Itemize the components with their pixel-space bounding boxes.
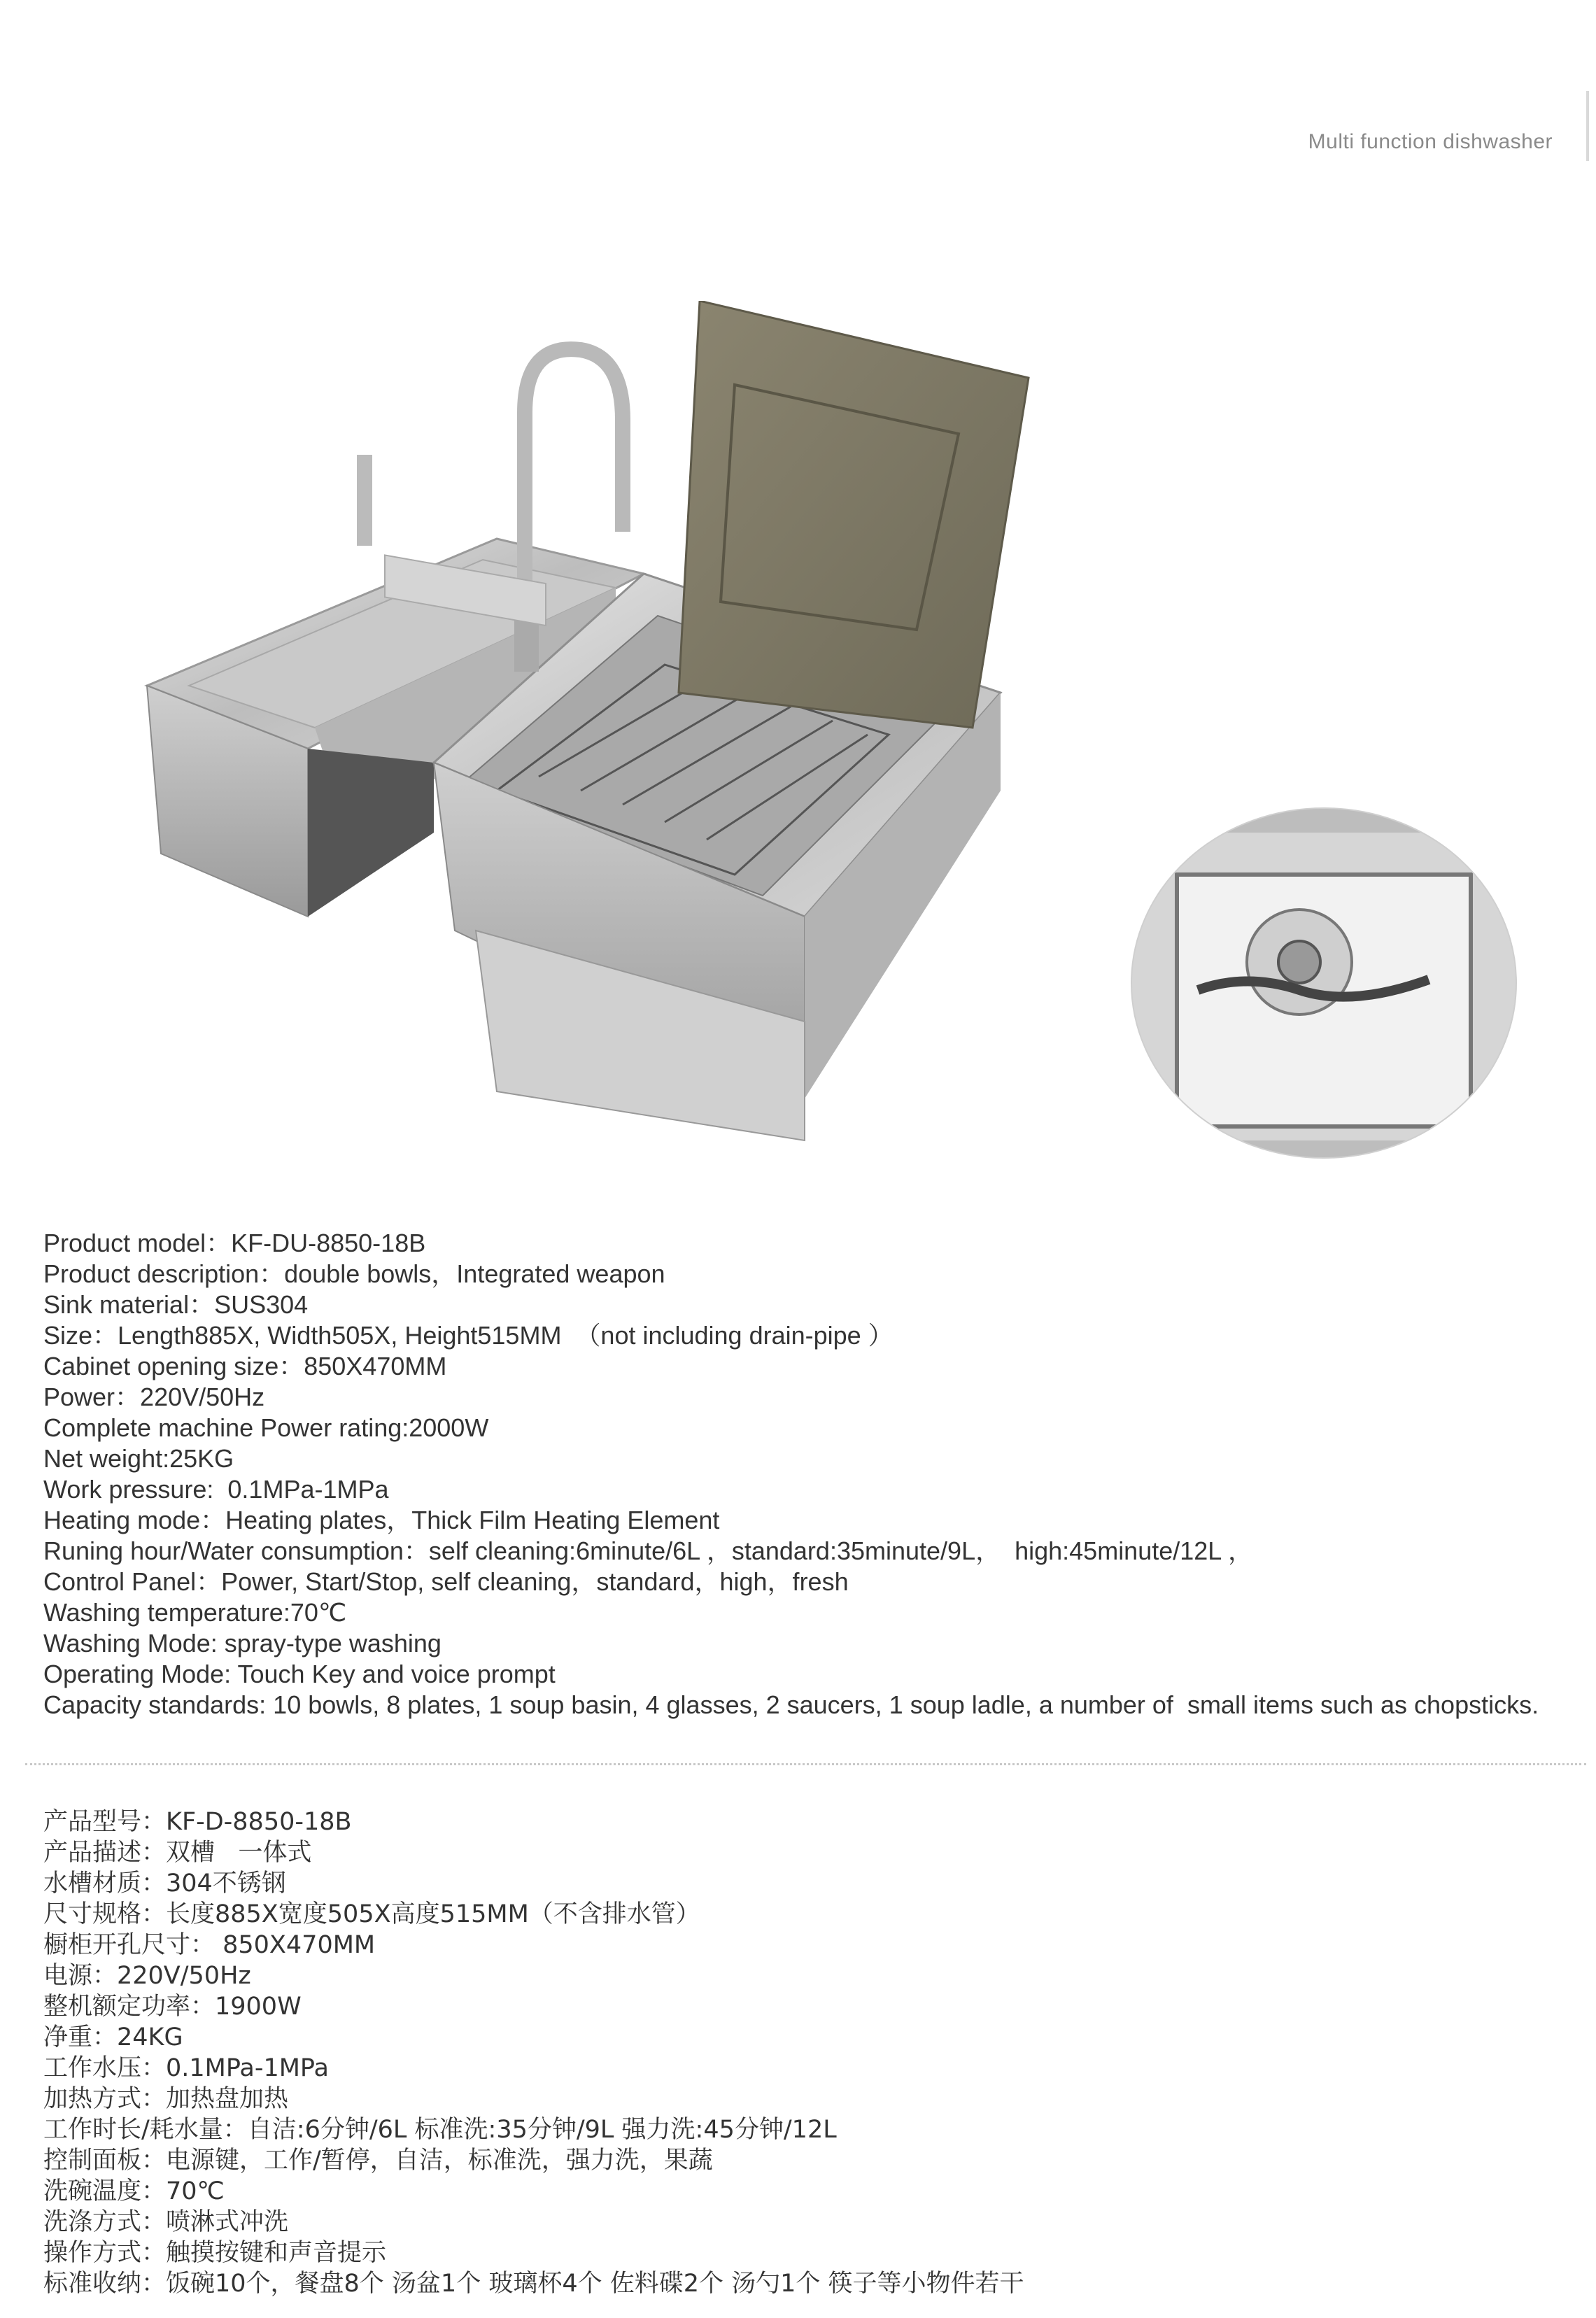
- spec-line: Work pressure: 0.1MPa-1MPa: [43, 1475, 389, 1504]
- spec-list-english: [43, 1228, 1569, 1720]
- spec-line: Operating Mode: Touch Key and voice prompt: [43, 1660, 556, 1688]
- spec-line: Capacity standards: 10 bowls, 8 plates, 1 soup basin, 4 glasses, 2 saucers, 1 soup ladle, a number of small items such as chopsticks.: [43, 1690, 1539, 1719]
- spec-line: Power：220V/50Hz: [43, 1383, 265, 1411]
- spec-line: Size：Length885X, Width505X, Height515MM （not including drain-pipe ）: [43, 1321, 894, 1350]
- spec-line: 尺寸规格：长度885X宽度505X高度515MM（不含排水管）: [43, 1900, 700, 1928]
- page-edge-line: [1586, 91, 1589, 161]
- spec-line: 标准收纳：饭碗10个，餐盘8个 汤盆1个 玻璃杯4个 佐料碟2个 汤勺1个 筷子等小物件若干: [43, 2270, 1024, 2298]
- spec-line: 操作方式：触摸按键和声音提示: [43, 2239, 387, 2267]
- spec-line: 控制面板：电源键，工作/暂停，自洁，标准洗，强力洗，果蔬: [43, 2147, 713, 2175]
- spec-line: Product description：double bowls，Integrated weapon: [43, 1259, 665, 1288]
- spec-line: Washing Mode: spray-type washing: [43, 1629, 442, 1658]
- spec-line: 加热方式：加热盘加热: [43, 2085, 289, 2113]
- spec-line: Heating mode：Heating plates，Thick Film Heating Element: [43, 1506, 720, 1534]
- spec-line: Net weight:25KG: [43, 1444, 234, 1473]
- spec-line: 水槽材质：304不锈钢: [43, 1870, 286, 1897]
- spec-line: Complete machine Power rating:2000W: [43, 1413, 489, 1442]
- spec-list-chinese: [43, 1807, 1569, 2299]
- spec-line: 产品型号：KF-D-8850-18B: [43, 1808, 352, 1836]
- spec-line: Control Panel：Power, Start/Stop, self cleaning，standard，high，fresh: [43, 1567, 849, 1596]
- spec-line: 净重：24KG: [43, 2023, 183, 2051]
- spec-line: 工作时长/耗水量：自洁:6分钟/6L 标准洗:35分钟/9L 强力洗:45分钟/12L: [43, 2116, 837, 2144]
- spec-line: 电源：220V/50Hz: [43, 1962, 251, 1990]
- spec-line: 产品描述：双槽 一体式: [43, 1839, 312, 1867]
- spec-line: Sink material：SUS304: [43, 1290, 309, 1319]
- spec-line: Cabinet opening size：850X470MM: [43, 1352, 447, 1380]
- spec-line: 洗涤方式：喷淋式冲洗: [43, 2208, 289, 2236]
- section-divider: [25, 1763, 1586, 1765]
- product-image: [133, 301, 1043, 1168]
- spec-line: 橱柜开孔尺寸： 850X470MM: [43, 1931, 376, 1959]
- spec-line: Product model：KF-DU-8850-18B: [43, 1229, 426, 1257]
- spec-line: 工作水压：0.1MPa-1MPa: [43, 2054, 329, 2082]
- spec-line: Runing hour/Water consumption：self cleaning:6minute/6L ，standard:35minute/9L， high:45minute/12L ，: [43, 1536, 1253, 1565]
- drain-detail-image: [1128, 805, 1520, 1161]
- spec-line: 整机额定功率：1900W: [43, 1993, 302, 2021]
- spec-line: 洗碗温度：70℃: [43, 2177, 225, 2205]
- spec-line: Washing temperature:70℃: [43, 1598, 347, 1627]
- page-title: Multi function dishwasher: [1308, 130, 1553, 153]
